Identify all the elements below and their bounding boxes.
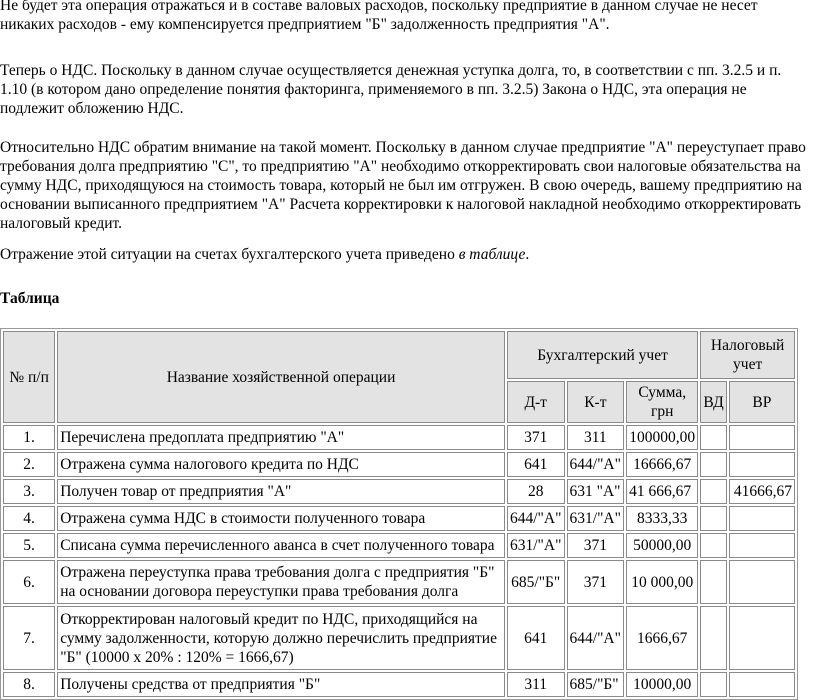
- table-row: [3, 452, 795, 477]
- row-vr: [729, 672, 795, 697]
- header-num: № п/п: [3, 331, 55, 423]
- header-kt: К-т: [567, 381, 625, 423]
- row-kt: 631/"А": [567, 506, 625, 531]
- paragraph-4: [0, 245, 806, 264]
- row-dt: 371: [507, 425, 565, 450]
- row-name: Перечислена предоплата предприятию "А": [57, 425, 505, 450]
- operations-table: [0, 328, 798, 700]
- row-vr: [729, 533, 795, 558]
- row-name: Отражена переуступка права требования долга с предприятия "Б" на основании договора переуступки права требования долга: [57, 560, 505, 604]
- table-row: [3, 560, 795, 604]
- row-dt: 631/"А": [507, 533, 565, 558]
- row-num: 2.: [3, 452, 55, 477]
- row-sum: 50000,00: [626, 533, 698, 558]
- table-link-text: в таблице: [458, 246, 526, 263]
- table-row: [3, 672, 795, 697]
- row-num: 1.: [3, 425, 55, 450]
- row-vd: [700, 560, 726, 604]
- row-name: Получены средства от предприятия "Б": [57, 672, 505, 697]
- table-row: [3, 425, 795, 450]
- row-dt: 641: [507, 606, 565, 670]
- paragraph-1: Не будет эта операция отражаться и в составе валовых расходов, поскольку предприятие в данном случае не несет никаких расходов - ему компенсируется предприятием "Б" задолженность предприятия "А".: [0, 0, 758, 33]
- paragraph-2: Теперь о НДС. Поскольку в данном случае осуществляется денежная уступка долга, то, в соответствии с пп. 3.2.5 и п. 1.10 (в котором дано определение понятия факторинга, применяемого в пп. 3.2.5) Закона о НДС, эта операция не подлежит обложению НДС.: [0, 62, 782, 117]
- header-tax: Налоговый учет: [700, 331, 795, 379]
- row-num: 6.: [3, 560, 55, 604]
- row-vr: [729, 606, 795, 670]
- header-vd: ВД: [700, 381, 726, 423]
- row-kt: 644/"А": [567, 452, 625, 477]
- row-vd: [700, 672, 726, 697]
- table-row: [3, 506, 795, 531]
- row-vd: [700, 606, 726, 670]
- row-vd: [700, 452, 726, 477]
- row-vr: [729, 452, 795, 477]
- row-kt: 371: [567, 533, 625, 558]
- header-accounting: Бухгалтерский учет: [507, 331, 698, 379]
- row-vr: [729, 506, 795, 531]
- row-num: 3.: [3, 479, 55, 504]
- row-sum: 10000,00: [626, 672, 698, 697]
- row-dt: 644/"А": [507, 506, 565, 531]
- row-vd: [700, 506, 726, 531]
- paragraph-4-text: Отражение этой ситуации на счетах бухгалтерского учета приведено: [0, 246, 459, 263]
- row-sum: 1666,67: [626, 606, 698, 670]
- row-sum: 100000,00: [626, 425, 698, 450]
- row-num: 8.: [3, 672, 55, 697]
- row-name: Списана сумма перечисленного аванса в счет полученного товара: [57, 533, 505, 558]
- row-vr: [729, 425, 795, 450]
- row-dt: 641: [507, 452, 565, 477]
- header-vr: ВР: [729, 381, 795, 423]
- row-sum: 16666,67: [626, 452, 698, 477]
- row-vd: [700, 425, 726, 450]
- row-name: Откорректирован налоговый кредит по НДС, приходящийся на сумму задолженности, которую должно перечислить предприятие "Б" (10000 х 20% : 120% = 1666,67): [57, 606, 505, 670]
- row-num: 4.: [3, 506, 55, 531]
- row-num: 7.: [3, 606, 55, 670]
- row-kt: 371: [567, 560, 625, 604]
- table-header-row-1: [3, 331, 795, 379]
- row-vd: [700, 533, 726, 558]
- row-vr: 41666,67: [729, 479, 795, 504]
- header-dt: Д-т: [507, 381, 565, 423]
- paragraph-4-end: .: [525, 246, 530, 263]
- row-vr: [729, 560, 795, 604]
- row-kt: 311: [567, 425, 625, 450]
- row-vd: [700, 479, 726, 504]
- row-sum: 10 000,00: [626, 560, 698, 604]
- row-kt: 685/"Б": [567, 672, 625, 697]
- row-dt: 685/"Б": [507, 560, 565, 604]
- row-name: Отражена сумма НДС в стоимости полученного товара: [57, 506, 505, 531]
- row-sum: 8333,33: [626, 506, 698, 531]
- table-row: [3, 606, 795, 670]
- paragraph-3: Относительно НДС обратим внимание на такой момент. Поскольку в данном случае предприятие "А" переуступает право требования долга предприятию "С", то предприятию "А" необходимо откорректировать свои налоговые обязательства на сумму НДС, приходящуюся на стоимость товара, который не был им отгружен. В свою очередь, вашему предприятию на основании выписанного предприятием "А" Расчета корректировки к налоговой накладной необходимо откорректировать налоговый кредит.: [0, 139, 806, 232]
- table-row: [3, 533, 795, 558]
- row-dt: 28: [507, 479, 565, 504]
- row-kt: 631 "А": [567, 479, 625, 504]
- header-sum: Сумма, грн: [626, 381, 698, 423]
- row-kt: 644/"А": [567, 606, 625, 670]
- table-label: Таблица: [0, 290, 60, 307]
- row-name: Получен товар от предприятия "А": [57, 479, 505, 504]
- row-name: Отражена сумма налогового кредита по НДС: [57, 452, 505, 477]
- row-sum: 41 666,67: [626, 479, 698, 504]
- row-dt: 311: [507, 672, 565, 697]
- row-num: 5.: [3, 533, 55, 558]
- table-row: [3, 479, 795, 504]
- header-name: Название хозяйственной операции: [57, 331, 505, 423]
